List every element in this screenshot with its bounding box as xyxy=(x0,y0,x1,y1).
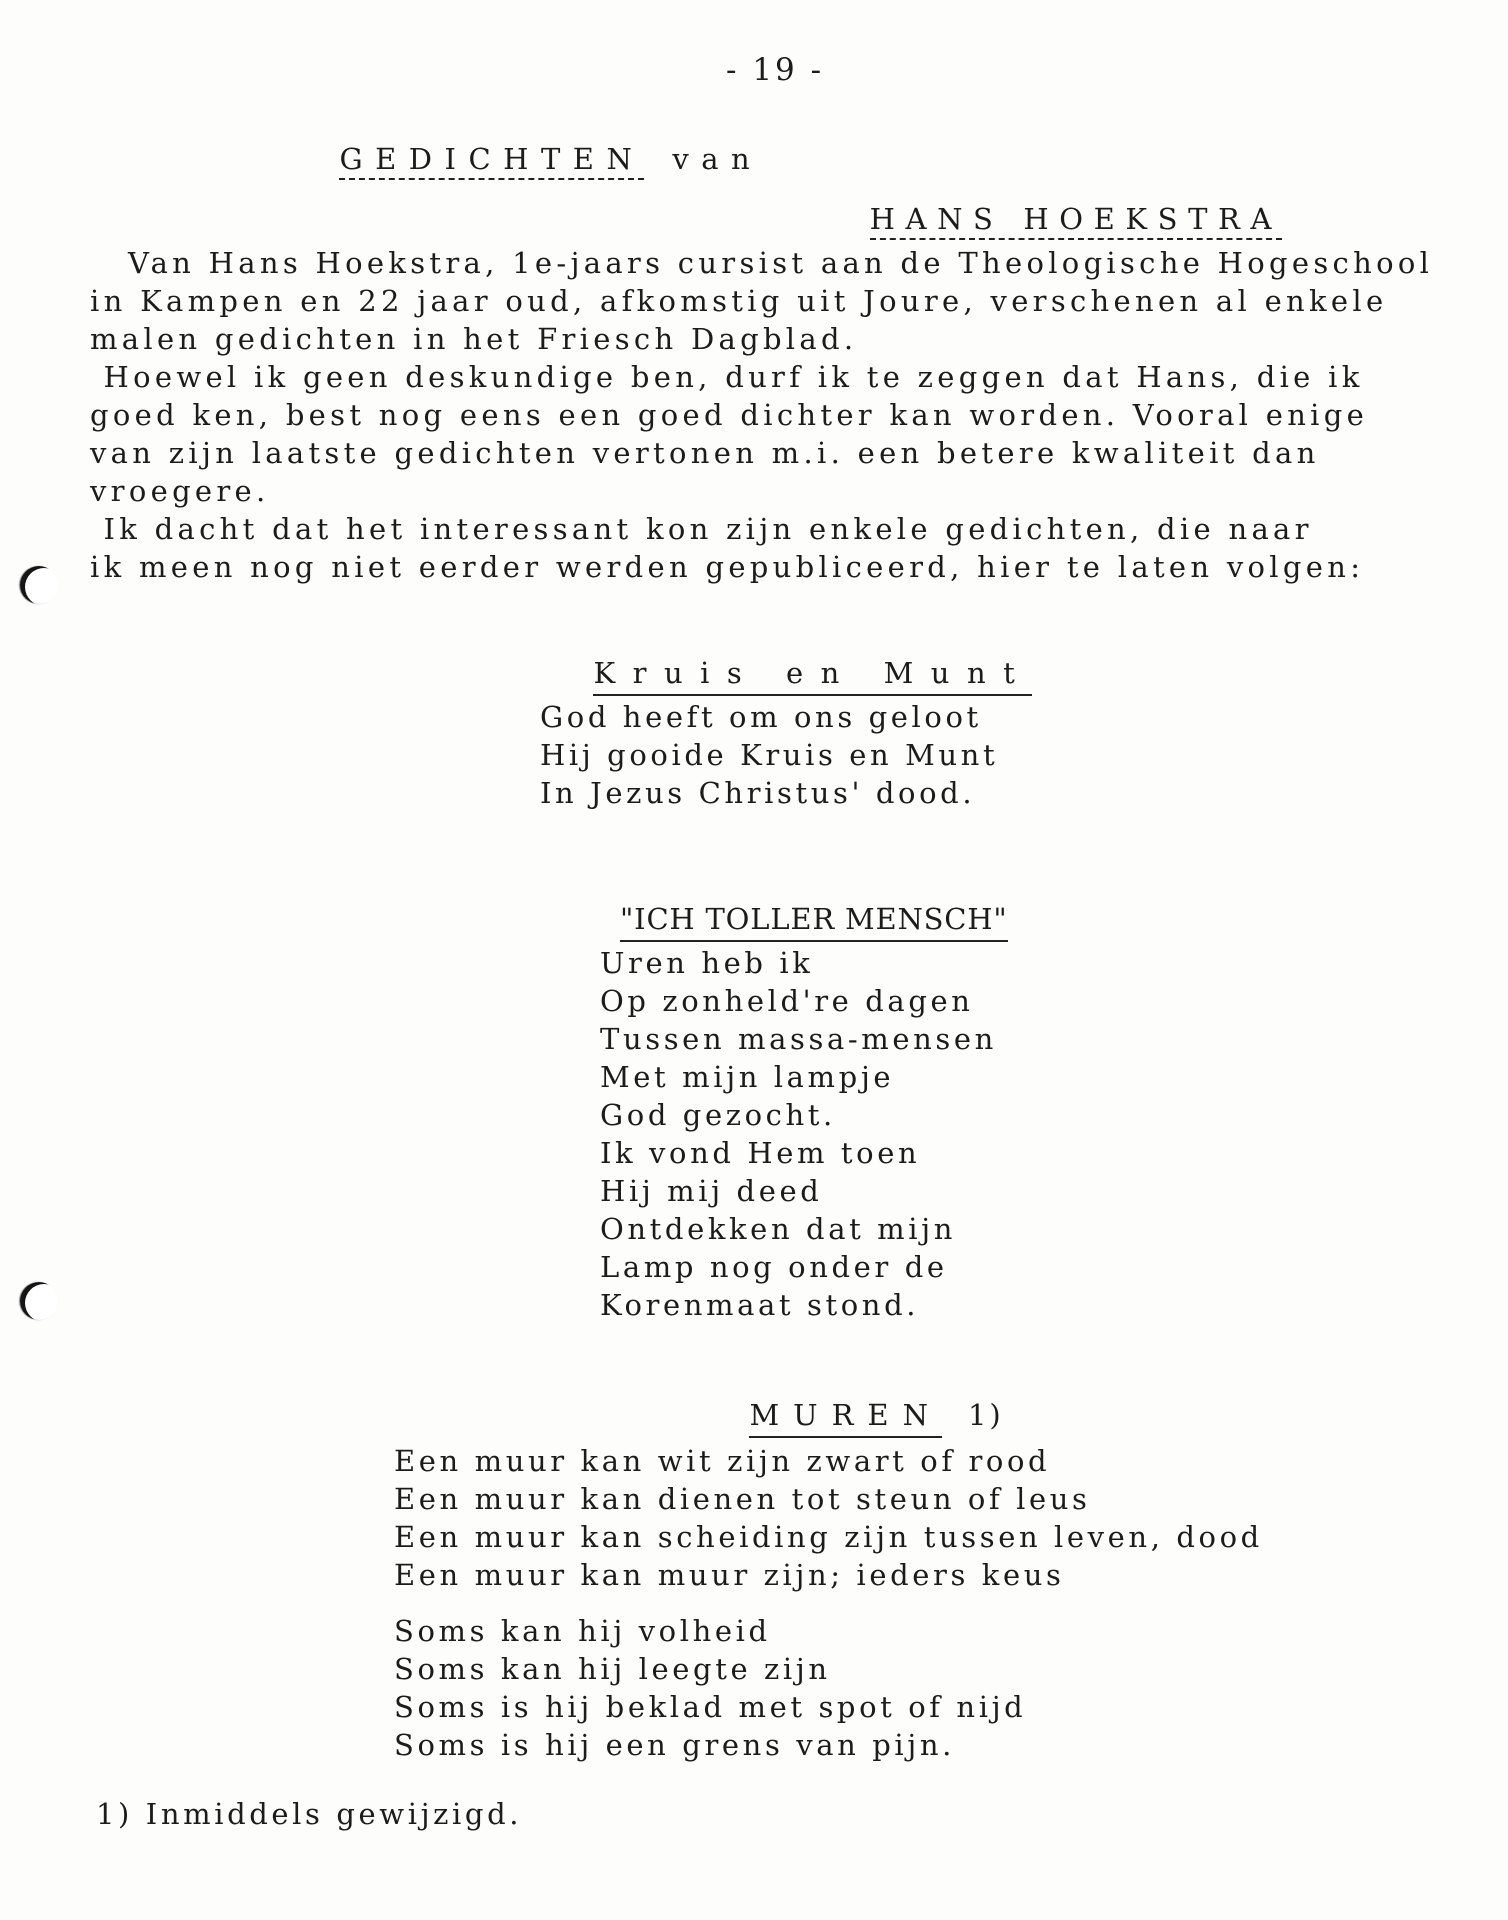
poem-line: Tussen massa-mensen xyxy=(600,1022,997,1056)
footnote: 1) Inmiddels gewijzigd. xyxy=(96,1797,523,1831)
binder-hole-bottom xyxy=(20,1282,58,1320)
poem-line: Lamp nog onder de xyxy=(600,1250,948,1284)
poem-title-muren xyxy=(703,1364,1004,1432)
intro-line: Van Hans Hoekstra, 1e-jaars cursist aan de Theologische Hogeschool xyxy=(128,246,1434,280)
heading-author: HANS HOEKSTRA xyxy=(870,202,1282,240)
intro-line: vroegere. xyxy=(90,474,270,508)
intro-line: in Kampen en 22 jaar oud, afkomstig uit Joure, verschenen al enkele xyxy=(90,284,1388,318)
poem-line: God gezocht. xyxy=(600,1098,836,1132)
intro-line: ik meen nog niet eerder werden gepubliceerd, hier te laten volgen: xyxy=(90,550,1365,584)
poem1-title-text: Kruis en Munt xyxy=(593,656,1032,696)
poem-line: Een muur kan muur zijn; ieders keus xyxy=(394,1558,1065,1592)
poem-line: Soms kan hij volheid xyxy=(394,1614,771,1648)
poem-line: God heeft om ons geloot xyxy=(540,700,982,734)
intro-line: Hoewel ik geen deskundige ben, durf ik te zeggen dat Hans, die ik xyxy=(90,360,1364,394)
intro-line: van zijn laatste gedichten vertonen m.i. een betere kwaliteit dan xyxy=(90,436,1320,470)
poem3-title-text: MUREN xyxy=(749,1398,942,1438)
intro-line: goed ken, best nog eens een goed dichter kan worden. Vooral enige xyxy=(90,398,1369,432)
intro-line: malen gedichten in het Friesch Dagblad. xyxy=(90,322,858,356)
poem-line: Hij mij deed xyxy=(600,1174,823,1208)
intro-line: Ik dacht dat het interessant kon zijn enkele gedichten, die naar xyxy=(90,512,1313,546)
poem-title-ich-toller-mensch xyxy=(600,868,1008,936)
poem-line: Soms kan hij leegte zijn xyxy=(394,1652,831,1686)
poem-line: Een muur kan wit zijn zwart of rood xyxy=(394,1444,1051,1478)
heading-line1 xyxy=(296,108,762,176)
heading-line2 xyxy=(830,168,1282,236)
poem-line: Ontdekken dat mijn xyxy=(600,1212,957,1246)
poem-line: Uren heb ik xyxy=(600,946,814,980)
poem-line: Hij gooide Kruis en Munt xyxy=(540,738,999,772)
heading-gedichten: GEDICHTEN xyxy=(339,142,644,180)
poem-line: Soms is hij beklad met spot of nijd xyxy=(394,1690,1027,1724)
poem-line: Ik vond Hem toen xyxy=(600,1136,921,1170)
poem-line: Korenmaat stond. xyxy=(600,1288,920,1322)
footnote-reference: 1) xyxy=(967,1398,1004,1432)
poem-line: Een muur kan dienen tot steun of leus xyxy=(394,1482,1091,1516)
poem-line: Met mijn lampje xyxy=(600,1060,895,1094)
heading-van: van xyxy=(672,142,763,176)
poem-line: In Jezus Christus' dood. xyxy=(540,776,976,810)
page-number: - 19 - xyxy=(726,52,825,88)
poem-title-kruis-en-munt xyxy=(540,622,1032,690)
poem-line: Een muur kan scheiding zijn tussen leven, dood xyxy=(394,1520,1263,1554)
poem-line: Op zonheld're dagen xyxy=(600,984,974,1018)
binder-hole-top xyxy=(20,566,58,604)
poem2-title-text: "ICH TOLLER MENSCH" xyxy=(620,902,1007,942)
poem-line: Soms is hij een grens van pijn. xyxy=(394,1728,955,1762)
